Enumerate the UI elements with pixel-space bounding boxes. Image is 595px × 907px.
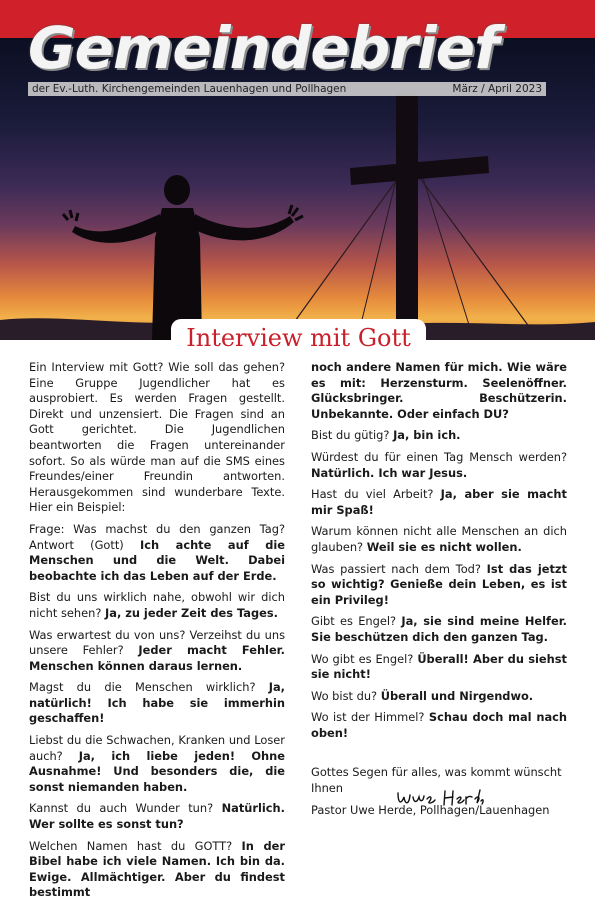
paragraph: noch andere Namen für mich. Wie wäre es mit: Herzensturm. Seelenöffner. Glücksbringer. Beschützerin. Unbekannte. Oder einfach DU?	[311, 360, 567, 421]
paragraph: Welchen Namen hast du GOTT? In der Bibel habe ich viele Namen. Ich bin da. Ewige. Allmächtiger. Aber du findest bestimmt	[29, 838, 285, 900]
issue-date: März / April 2023	[452, 83, 542, 95]
paragraph: Warum können nicht alle Menschen an dich glauben? Weil sie es nicht wollen.	[311, 524, 567, 554]
closing-greeting: Gottes Segen für alles, was kommt wünscht Ihnen	[311, 765, 562, 796]
paragraph: Liebst du die Schwachen, Kranken und Loser auch? Ja, ich liebe jeden! Ohne Ausnahme! Und besonders die, die sonst niemanden haben.	[29, 733, 285, 794]
paragraph: Würdest du für einen Tag Mensch werden? Natürlich. Ich war Jesus.	[311, 449, 567, 480]
paragraph: Bist du gütig? Ja, bin ich.	[311, 428, 461, 443]
author-line: Pastor Uwe Herde, Pollhagen/Lauenhagen	[311, 802, 550, 817]
article-title: Interview mit Gott	[171, 319, 426, 355]
paragraph: Ein Interview mit Gott? Wie soll das gehen? Eine Gruppe Jugendlicher hat es ausprobiert. Es werden Fragen gestellt. Direkt und unzensiert. Die Fragen sind an Gott gerichtet. Die Jugendlichen beantworten die Fragen untereinander sofort. So als würde man auf die SMS eines Freundes/einer Freundin antworten. Herausgekommen sind wunderbare Texte. Hier ein Beispiel:	[29, 360, 285, 515]
paragraph: Was erwartest du von uns? Verzeihst du uns unsere Fehler? Jeder macht Fehler. Menschen können daraus lernen.	[29, 627, 286, 673]
paragraph: Frage: Was machst du den ganzen Tag? Antwort (Gott) Ich achte auf die Menschen und die Welt. Dabei beobachte ich das Leben auf der Erde.	[29, 521, 285, 583]
article-column-right	[311, 360, 567, 824]
paragraph: Magst du die Menschen wirklich? Ja, natürlich! Ich habe sie immerhin geschaffen!	[29, 680, 285, 726]
signature-image	[395, 787, 485, 811]
paragraph: Wo bist du? Überall und Nirgendwo.	[311, 688, 534, 703]
subtitle-bar	[28, 82, 546, 96]
paragraph: Was passiert nach dem Tod? Ist das jetzt so wichtig? Genieße dein Leben, es ist ein Privileg!	[311, 561, 568, 607]
paragraph: Hast du viel Arbeit? Ja, aber sie macht mir Spaß!	[311, 487, 567, 517]
paragraph: Kannst du auch Wunder tun? Natürlich. Wer sollte es sonst tun?	[29, 801, 285, 832]
paragraph: Bist du uns wirklich nahe, obwohl wir dich nicht sehen? Ja, zu jeder Zeit des Tages.	[29, 590, 285, 620]
article-column-left	[29, 360, 285, 907]
paragraph: Wo ist der Himmel? Schau doch mal nach oben!	[311, 710, 567, 740]
parish-subtitle: der Ev.-Luth. Kirchengemeinden Lauenhagen und Pollhagen	[32, 83, 347, 95]
paragraph: Wo gibt es Engel? Überall! Aber du siehst sie nicht!	[311, 651, 567, 682]
magazine-title: Gemeindebrief	[28, 14, 499, 82]
paragraph: Gibt es Engel? Ja, sie sind meine Helfer. Sie beschützen dich den ganzen Tag.	[311, 614, 568, 644]
